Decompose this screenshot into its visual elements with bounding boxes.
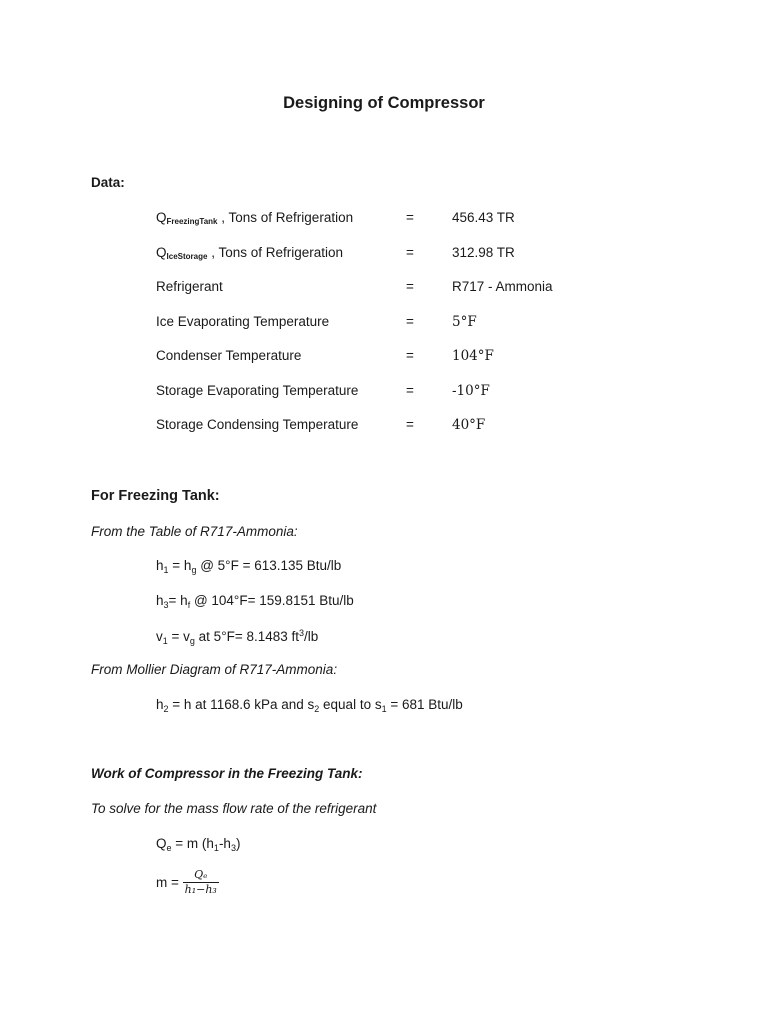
data-row-freezing-label (156, 210, 353, 226)
equation-h3: $h_3= h_f$ @ 104°F= 159.8151 Btu/lb (156, 593, 354, 610)
row-label: , Tons of Refrigeration (221, 210, 354, 225)
data-row-refrigerant-value: R717 - Ammonia (452, 279, 553, 294)
equals-sign: = (406, 348, 414, 363)
fraction-numerator: Qₑ (183, 868, 219, 883)
data-row-ice-storage-label (156, 245, 343, 261)
equation-v1: $v_1 = v_g$ at 5°F= 8.1483 $ft^3/lb$ (156, 628, 319, 646)
data-row-storage-evap-label: Storage Evaporating Temperature (156, 383, 359, 398)
data-row-ice-evap-label: Ice Evaporating Temperature (156, 314, 330, 329)
equals-sign: = (406, 417, 414, 432)
equals-sign: = (406, 314, 414, 329)
equals-sign: = (406, 279, 414, 294)
data-row-freezing-value: 456.43 TR (452, 210, 515, 225)
mollier-source-note: From Mollier Diagram of R717-Ammonia: (91, 662, 338, 677)
data-row-ice-evap-value: 5°F (452, 314, 477, 330)
mass-flow-note: To solve for the mass flow rate of the refrigerant (91, 801, 377, 816)
equation-h1: $h_1 = h_g$ @ 5°F = 613.135 Btu/lb (156, 558, 342, 575)
data-heading: Data: (91, 175, 125, 190)
freezing-tank-heading: For Freezing Tank: (91, 488, 220, 504)
subscript-freezing-tank: FreezingTank (166, 217, 218, 226)
equals-sign: = (406, 383, 414, 398)
data-row-storage-cond-label: Storage Condensing Temperature (156, 417, 359, 432)
data-row-storage-evap-value: -10°F (452, 383, 490, 399)
fraction (183, 868, 219, 897)
work-compressor-heading: Work of Compressor in the Freezing Tank: (91, 766, 363, 781)
equation-h2: $h_2 = h$ at 1168.6 kPa and $s_2$ equal to $s_1 = 681$ Btu/lb (156, 697, 463, 714)
fraction-denominator: h₁−h₃ (184, 883, 217, 896)
equals-sign: = (406, 210, 414, 225)
subscript-ice-storage: IceStorage (166, 252, 208, 261)
page-title: Designing of Compressor (283, 94, 485, 112)
mass-flow-lhs: m = (156, 875, 183, 890)
table-source-note: From the Table of R717-Ammonia: (91, 524, 298, 539)
data-row-condenser-value: 104°F (452, 348, 494, 364)
equation-qe: $Q_e = m$ $(h_1-h_3)$ (156, 836, 241, 853)
data-row-condenser-label: Condenser Temperature (156, 348, 302, 363)
q-symbol: Q (156, 210, 167, 225)
data-row-storage-cond-value: 40°F (452, 417, 486, 433)
data-row-ice-storage-value: 312.98 TR (452, 245, 515, 260)
data-row-refrigerant-label: Refrigerant (156, 279, 223, 294)
row-label: , Tons of Refrigeration (211, 245, 344, 260)
equals-sign: = (406, 245, 414, 260)
q-symbol: Q (156, 245, 167, 260)
equation-mass-flow (156, 868, 219, 897)
